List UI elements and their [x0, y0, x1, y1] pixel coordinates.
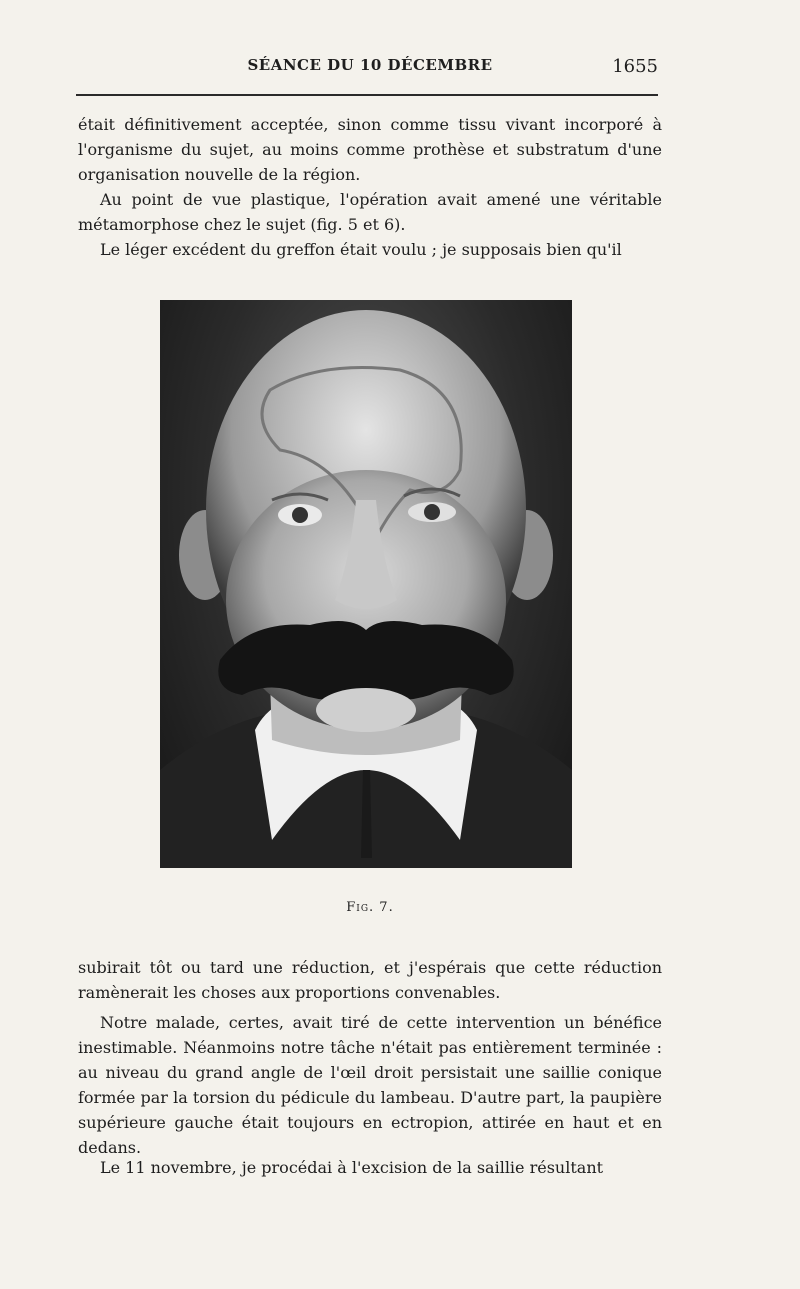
portrait-illustration — [160, 300, 572, 868]
paragraph-5: Notre malade, certes, avait tiré de cette intervention un bénéfice inestimable. Néanmoins notre tâche n'était pas entièrement terminée : au niveau du grand angle de l'œil droit persistait une saillie conique formée par la torsion du pédicule du lambeau. D'autre part, la paupière supérieure gauche était toujours en ectropion, attirée en haut et en dedans. — [78, 1013, 662, 1157]
header-rule — [76, 94, 658, 96]
figure-caption: Fig. 7. — [346, 900, 394, 915]
page-number: 1655 — [612, 56, 658, 77]
paragraph-6: Le 11 novembre, je procédai à l'excision de la saillie résultant — [100, 1158, 604, 1177]
paragraph-1: était définitivement acceptée, sinon comme tissu vivant incorporé à l'organisme du sujet, au moins comme prothèse et substratum d'une organisation nouvelle de la région. — [78, 115, 662, 184]
paragraph-2: Au point de vue plastique, l'opération avait amené une véritable métamorphose chez le sujet (fig. 5 et 6). — [78, 190, 662, 234]
paragraph-3: Le léger excédent du greffon était voulu ; je supposais bien qu'il — [100, 240, 622, 259]
running-head — [76, 56, 664, 84]
paragraph-4: subirait tôt ou tard une réduction, et j'espérais que cette réduction ramènerait les choses aux proportions convenables. — [78, 958, 662, 1002]
running-head-title: SÉANCE DU 10 DÉCEMBRE — [247, 56, 493, 74]
portrait-photograph — [160, 300, 572, 868]
